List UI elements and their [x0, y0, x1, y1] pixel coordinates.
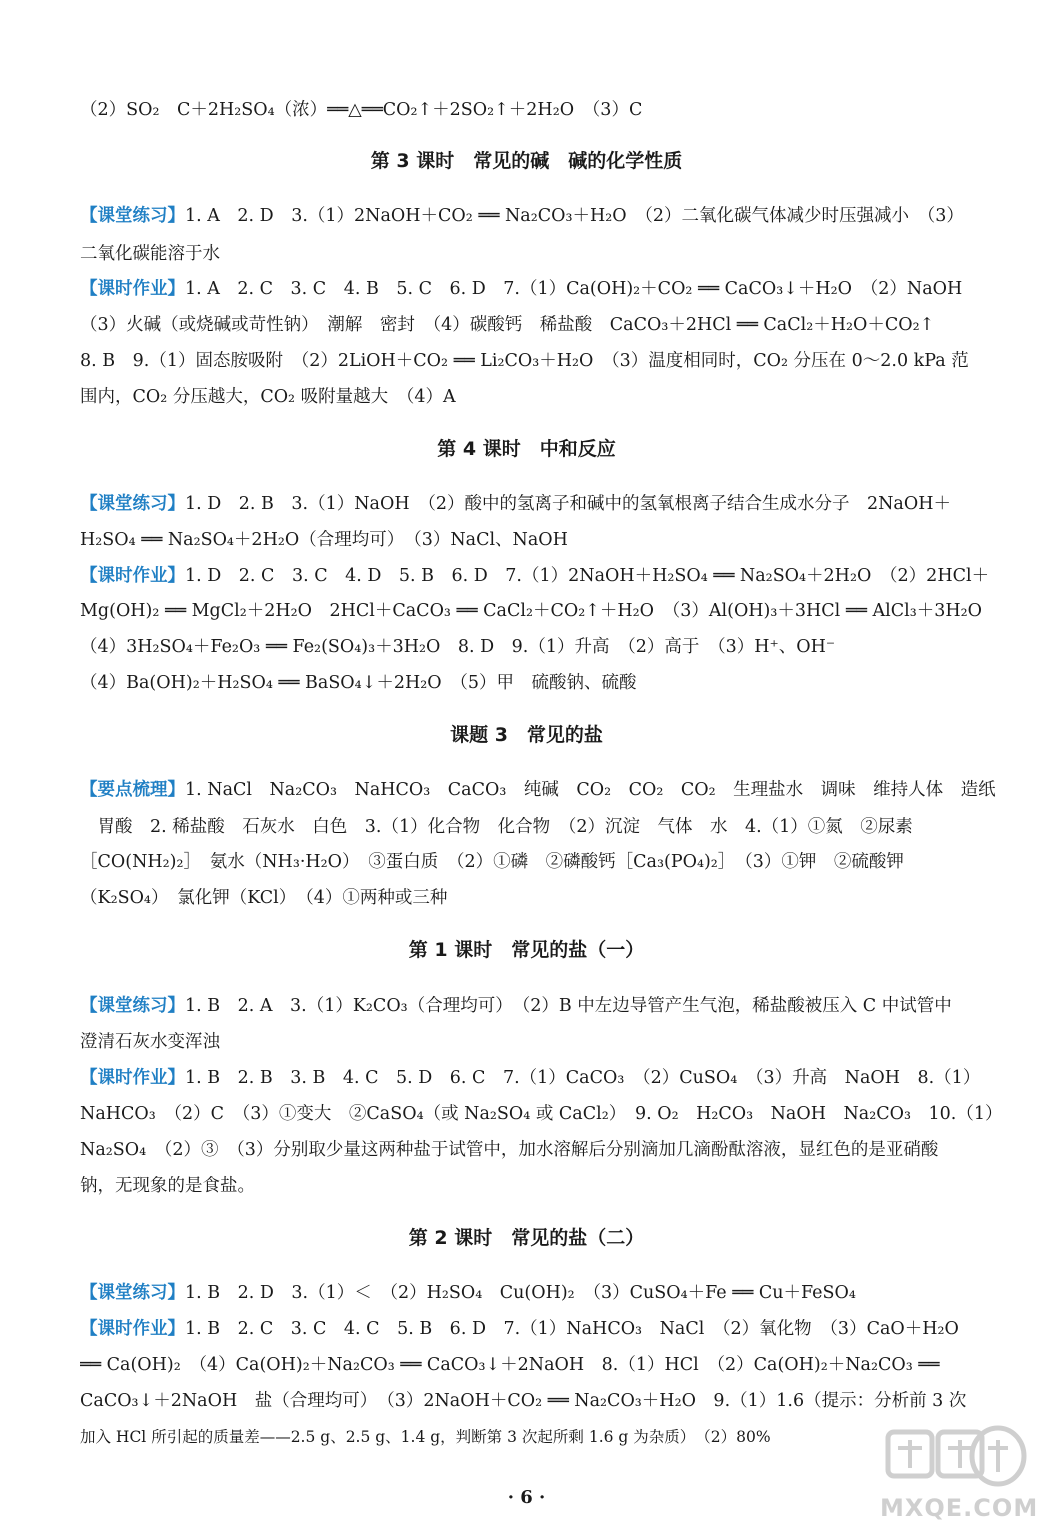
- section-tag: 【要点梳理】: [80, 780, 185, 800]
- answer-line: Mg(OH)₂ ══ MgCl₂＋2H₂O 2HCl＋CaCO₃ ══ CaCl₂＋CO₂↑＋H₂O （3）Al(OH)₃＋3HCl ══ AlCl₃＋3H₂O: [80, 601, 982, 621]
- answer-text: 1. B 2. D 3.（1）＜ （2）H₂SO₄ Cu(OH)₂ （3）CuSO₄＋Fe ══ Cu＋FeSO₄: [185, 1283, 856, 1303]
- section-heading: 第 1 课时 常见的盐（一）: [408, 939, 645, 961]
- answer-text: 1. B 2. A 3.（1）K₂CO₃（合理均可） （2）B 中左边导管产生气泡，稀盐酸被压入 C 中试管中: [185, 996, 952, 1016]
- answer-line: H₂SO₄ ══ Na₂SO₄＋2H₂O（合理均可） （3）NaCl、NaOH: [80, 530, 568, 550]
- section-heading: 第 3 课时 常见的碱 碱的化学性质: [370, 150, 683, 172]
- answer-line: NaHCO₃ （2）C （3）①变大 ②CaSO₄（或 Na₂SO₄ 或 CaCl₂） 9. O₂ H₂CO₃ NaOH Na₂CO₃ 10.（1）: [80, 1104, 1003, 1124]
- answer-line: ［CO(NH₂)₂］ 氨水（NH₃·H₂O） ③蛋白质 （2）①磷 ②磷酸钙［Ca₃(PO₄)₂］ （3）①钾 ②硫酸钾: [80, 852, 904, 872]
- answer-line: ══ Ca(OH)₂ （4）Ca(OH)₂＋Na₂CO₃ ══ CaCO₃↓＋2NaOH 8.（1）HCl （2）Ca(OH)₂＋Na₂CO₃ ══: [80, 1355, 940, 1375]
- section-tag: 【课时作业】: [80, 566, 185, 586]
- answer-line: [80, 778, 1005, 802]
- answer-line: CaCO₃↓＋2NaOH 盐（合理均可） （3）2NaOH＋CO₂ ══ Na₂CO₃＋H₂O 9.（1）1.6（提示：分析前 3 次: [80, 1391, 967, 1411]
- section-tag: 【课堂练习】: [80, 1283, 185, 1303]
- answer-line: （2）SO₂ C＋2H₂SO₄（浓）══△══CO₂↑＋2SO₂↑＋2H₂O （3）C: [80, 100, 643, 120]
- answer-text: 1. NaCl Na₂CO₃ NaHCO₃ CaCO₃ 纯碱 CO₂ CO₂ CO₂ 生理盐水 调味 维持人体 造纸: [185, 780, 996, 800]
- answer-line: 二氧化碳能溶于水: [80, 244, 220, 264]
- answer-line: [80, 277, 1005, 301]
- watermark-seal-icon: [880, 1418, 1030, 1498]
- answer-line: 澄清石灰水变浑浊: [80, 1032, 220, 1052]
- watermark-logo: [880, 1418, 1039, 1528]
- section-heading: 第 4 课时 中和反应: [437, 438, 616, 460]
- answer-text: 1. A 2. C 3. C 4. B 5. C 6. D 7.（1）Ca(OH)₂＋CO₂ ══ CaCO₃↓＋H₂O （2）NaOH: [185, 279, 963, 299]
- answer-line: 加入 HCl 所引起的质量差——2.5 g、2.5 g、1.4 g，判断第 3 次起所剩 1.6 g 为杂质） （2）80%: [80, 1428, 771, 1446]
- section-tag: 【课时作业】: [80, 1068, 185, 1088]
- answer-text: 1. A 2. D 3.（1）2NaOH＋CO₂ ══ Na₂CO₃＋H₂O （2）二氧化碳气体减少时压强减小 （3）: [185, 206, 964, 226]
- section-tag: 【课堂练习】: [80, 206, 185, 226]
- watermark-text: MXQE.COM: [880, 1494, 1039, 1522]
- section-heading: 课题 3 常见的盐: [450, 724, 603, 746]
- section-heading: 第 2 课时 常见的盐（二）: [408, 1227, 645, 1249]
- answer-line: 围内，CO₂ 分压越大，CO₂ 吸附量越大 （4）A: [80, 387, 456, 407]
- answer-line: [80, 994, 1005, 1018]
- answer-line: [80, 204, 1005, 228]
- answer-line: 胃酸 2. 稀盐酸 石灰水 白色 3.（1）化合物 化合物 （2）沉淀 气体 水 4.（1）①氮 ②尿素: [80, 817, 913, 837]
- section-tag: 【课时作业】: [80, 279, 185, 299]
- answer-text: 1. B 2. B 3. B 4. C 5. D 6. C 7.（1）CaCO₃ （2）CuSO₄ （3）升高 NaOH 8.（1）: [185, 1068, 981, 1088]
- answer-line: （4）Ba(OH)₂＋H₂SO₄ ══ BaSO₄↓＋2H₂O （5）甲 硫酸钠、硫酸: [80, 673, 637, 693]
- section-tag: 【课时作业】: [80, 1319, 185, 1339]
- answer-line: （4）3H₂SO₄＋Fe₂O₃ ══ Fe₂(SO₄)₃＋3H₂O 8. D 9.（1）升高 （2）高于 （3）H⁺、OH⁻: [80, 637, 836, 657]
- answer-line: （K₂SO₄） 氯化钾（KCl） （4）①两种或三种: [80, 888, 448, 908]
- answer-line: Na₂SO₄ （2）③ （3）分别取少量这两种盐于试管中，加水溶解后分别滴加几滴酚酞溶液，显红色的是亚硝酸: [80, 1140, 939, 1160]
- answer-text: 1. B 2. C 3. C 4. C 5. B 6. D 7.（1）NaHCO₃ NaCl （2）氧化物 （3）CaO＋H₂O: [185, 1319, 959, 1339]
- answer-line: [80, 1281, 1005, 1305]
- answer-line: 钠，无现象的是食盐。: [80, 1176, 255, 1196]
- section-tag: 【课堂练习】: [80, 996, 185, 1016]
- answer-line: [80, 492, 1005, 516]
- answer-line: [80, 564, 1005, 588]
- answer-line: [80, 1066, 1005, 1090]
- page-number: · 6 ·: [507, 1487, 546, 1508]
- answer-line: [80, 1317, 1005, 1341]
- answer-text: 1. D 2. C 3. C 4. D 5. B 6. D 7.（1）2NaOH＋H₂SO₄ ══ Na₂SO₄＋2H₂O （2）2HCl＋: [185, 566, 990, 586]
- section-tag: 【课堂练习】: [80, 494, 185, 514]
- answer-line: 8. B 9.（1）固态胺吸附 （2）2LiOH＋CO₂ ══ Li₂CO₃＋H₂O （3）温度相同时，CO₂ 分压在 0～2.0 kPa 范: [80, 351, 969, 371]
- answer-line: （3）火碱（或烧碱或苛性钠） 潮解 密封 （4）碳酸钙 稀盐酸 CaCO₃＋2HCl ══ CaCl₂＋H₂O＋CO₂↑: [80, 315, 935, 335]
- answer-text: 1. D 2. B 3.（1）NaOH （2）酸中的氢离子和碱中的氢氧根离子结合生成水分子 2NaOH＋: [185, 494, 951, 514]
